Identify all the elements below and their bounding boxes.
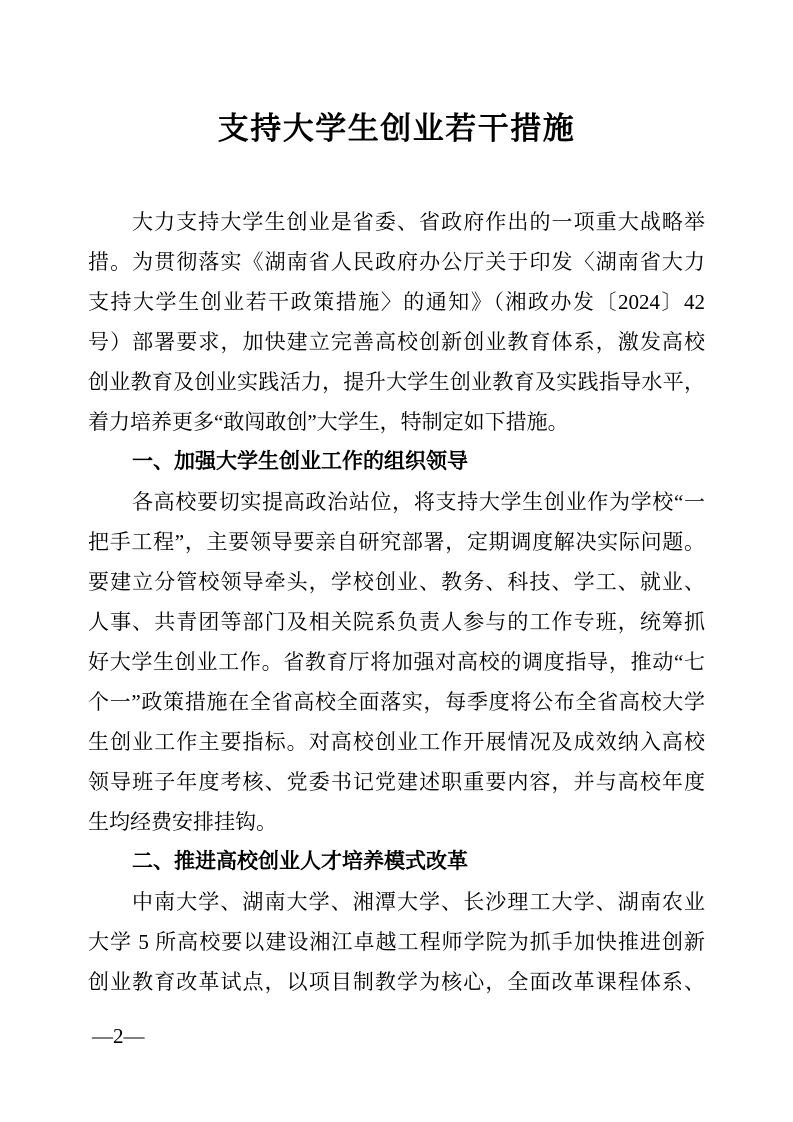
text-line: 要建立分管校领导牵头，学校创业、教务、科技、学工、就业、 bbox=[88, 570, 705, 594]
text-line: 生均经费安排挂钩。 bbox=[88, 810, 277, 834]
text-line: 各高校要切实提高政治站位，将支持大学生创业作为学校“一 bbox=[132, 490, 705, 514]
text-line: 个一”政策措施在全省高校全面落实，每季度将公布全省高校大学 bbox=[88, 690, 705, 714]
paragraph bbox=[88, 202, 705, 442]
section-heading: 一、加强大学生创业工作的组织领导 bbox=[132, 450, 468, 473]
text-line: 号）部署要求，加快建立完善高校创新创业教育体系，激发高校 bbox=[88, 330, 705, 354]
text-line: 大学 5 所高校要以建设湘江卓越工程师学院为抓手加快推进创新 bbox=[88, 930, 705, 954]
text-line: 支持大学生创业若干政策措施〉的通知》（湘政办发〔2024〕42 bbox=[88, 290, 705, 314]
text-line: 大力支持大学生创业是省委、省政府作出的一项重大战略举 bbox=[132, 210, 705, 234]
document-title: 支持大学生创业若干措施 bbox=[217, 111, 576, 146]
text-line: 创业教育改革试点，以项目制教学为核心，全面改革课程体系、 bbox=[88, 970, 705, 994]
paragraph bbox=[88, 882, 705, 1002]
text-line: 中南大学、湖南大学、湘潭大学、长沙理工大学、湖南农业 bbox=[132, 890, 705, 914]
text-line: 创业教育及创业实践活力，提升大学生创业教育及实践指导水平， bbox=[88, 370, 705, 394]
page-number: —2— bbox=[92, 1024, 145, 1048]
text-line: 措。为贯彻落实《湖南省人民政府办公厅关于印发〈湖南省大力 bbox=[88, 250, 705, 274]
text-line: 人事、共青团等部门及相关院系负责人参与的工作专班，统筹抓 bbox=[88, 610, 705, 634]
text-line: 把手工程”，主要领导要亲自研究部署，定期调度解决实际问题。 bbox=[88, 530, 705, 554]
document-body bbox=[88, 202, 705, 1002]
text-line: 着力培养更多“敢闯敢创”大学生，特制定如下措施。 bbox=[88, 410, 569, 434]
text-line: 生创业工作主要指标。对高校创业工作开展情况及成效纳入高校 bbox=[88, 730, 705, 754]
section-heading: 二、推进高校创业人才培养模式改革 bbox=[132, 850, 468, 873]
text-line: 好大学生创业工作。省教育厅将加强对高校的调度指导，推动“七 bbox=[88, 650, 705, 674]
paragraph bbox=[88, 482, 705, 842]
text-line: 领导班子年度考核、党委书记党建述职重要内容，并与高校年度 bbox=[88, 770, 705, 794]
